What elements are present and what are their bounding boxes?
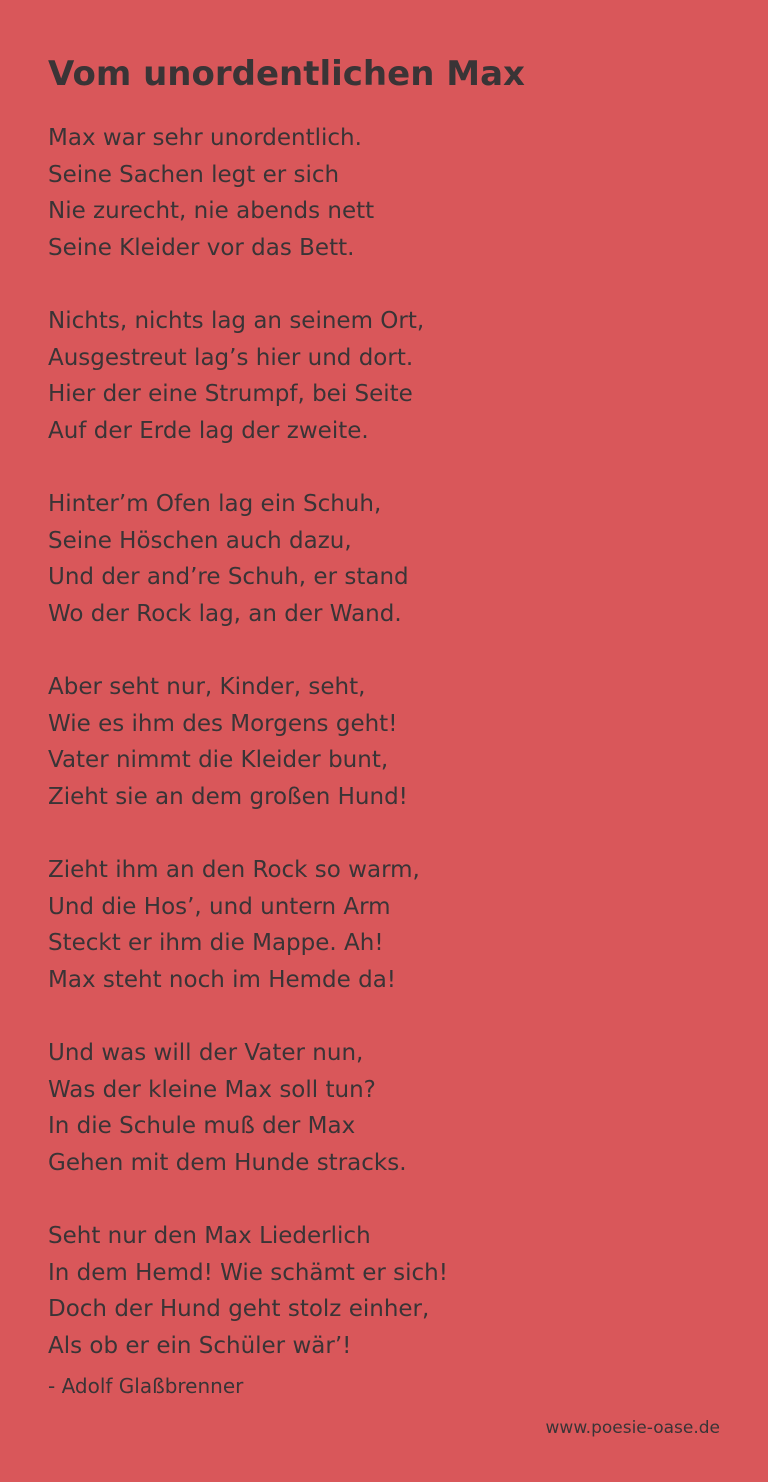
poem-line: In dem Hemd! Wie schämt er sich!	[48, 1259, 448, 1286]
poem-line: Seht nur den Max Liederlich	[48, 1223, 371, 1249]
poem-line: In die Schule muß der Max	[48, 1113, 356, 1139]
poem-line: Und was will der Vater nun,	[48, 1040, 364, 1066]
stanza	[48, 486, 748, 632]
poem-line: Max steht noch im Hemde da!	[48, 966, 397, 993]
poem-line: Aber seht nur, Kinder, seht,	[48, 674, 366, 700]
poem-line: Seine Höschen auch dazu,	[48, 527, 352, 554]
poem-line: Vater nimmt die Kleider bunt,	[48, 747, 389, 773]
poem-line: Als ob er ein Schüler wär’!	[48, 1332, 352, 1359]
poem-line: Hier der eine Strumpf, bei Seite	[48, 381, 413, 407]
poem-line: Zieht sie an dem großen Hund!	[48, 783, 408, 810]
poem-line: Gehen mit dem Hunde stracks.	[48, 1149, 407, 1176]
poem-body	[48, 120, 748, 1364]
poem-line: Und der and’re Schuh, er stand	[48, 564, 409, 590]
stanza	[48, 669, 748, 815]
poem-line: Seine Sachen legt er sich	[48, 161, 340, 188]
poem-line: Steckt er ihm die Mappe. Ah!	[48, 930, 384, 956]
poem-line: Wie es ihm des Morgens geht!	[48, 710, 398, 737]
poem-author: - Adolf Glaßbrenner	[48, 1374, 244, 1398]
poem-line: Wo der Rock lag, an der Wand.	[48, 600, 402, 627]
stanza	[48, 1035, 748, 1181]
poem-line: Doch der Hund geht stolz einher,	[48, 1296, 430, 1322]
website-credit: www.poesie-oase.de	[545, 1418, 720, 1438]
stanza	[48, 120, 748, 266]
poem-line: Seine Kleider vor das Bett.	[48, 234, 355, 261]
poem-title: Vom unordentlichen Max	[48, 54, 525, 94]
poem-line: Zieht ihm an den Rock so warm,	[48, 857, 420, 883]
poem-line: Ausgestreut lag’s hier und dort.	[48, 344, 414, 371]
poem-line: Hinter’m Ofen lag ein Schuh,	[48, 491, 382, 517]
poem-line: Max war sehr unordentlich.	[48, 125, 362, 151]
stanza	[48, 852, 748, 998]
poem-line: Und die Hos’, und untern Arm	[48, 893, 391, 920]
stanza	[48, 1218, 748, 1364]
poem-line: Was der kleine Max soll tun?	[48, 1076, 376, 1103]
poem-line: Auf der Erde lag der zweite.	[48, 417, 369, 444]
stanza	[48, 303, 748, 449]
poem-line: Nie zurecht, nie abends nett	[48, 198, 375, 224]
poem-line: Nichts, nichts lag an seinem Ort,	[48, 308, 425, 334]
